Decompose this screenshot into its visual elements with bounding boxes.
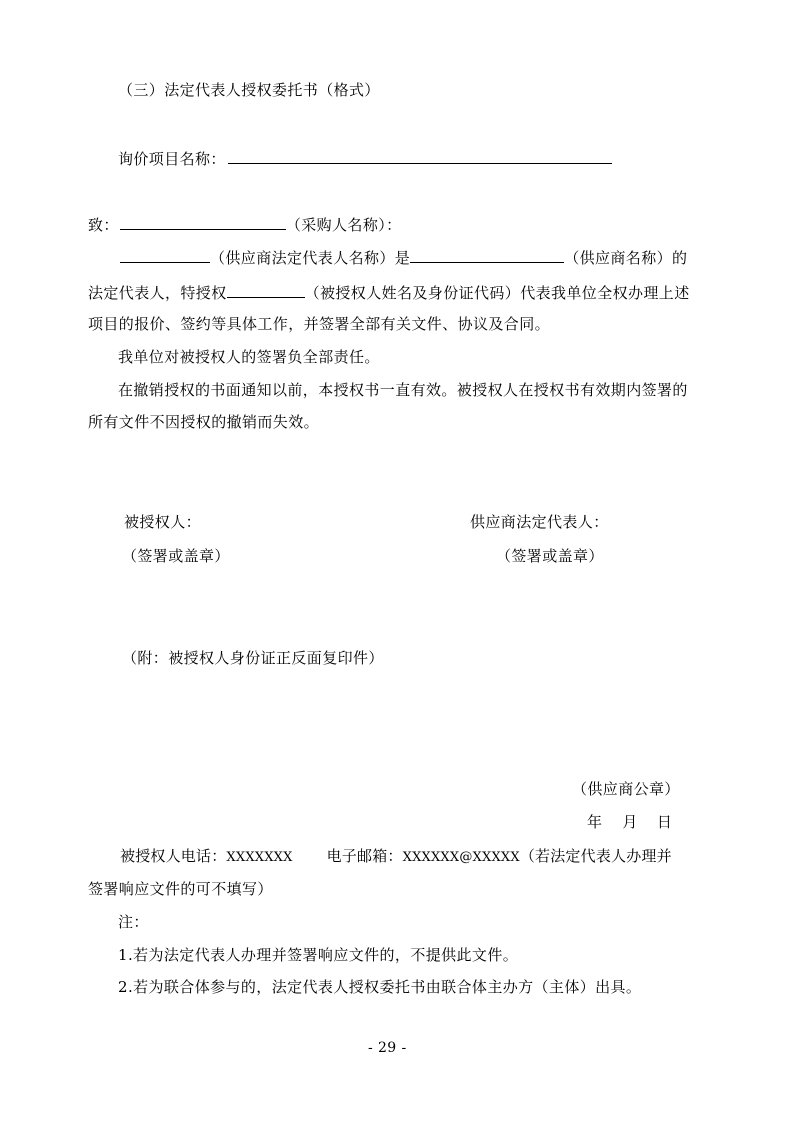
email-value: XXXXXX@XXXXX xyxy=(402,850,520,865)
purchaser-name-field[interactable] xyxy=(120,213,286,230)
para1-a: （供应商法定代表人名称）是 xyxy=(210,249,411,267)
section-title: （三）法定代表人授权委托书（格式） xyxy=(118,81,380,99)
note-2: 2.若为联合体参与的，法定代表人授权委托书由联合体主办方（主体）出具。 xyxy=(118,978,642,996)
para2-b: （被授权人姓名及身份证代码）代表我单位全权办理上述 xyxy=(304,284,690,302)
paragraph-5b: 所有文件不因授权的撤销而失效。 xyxy=(88,413,320,431)
supplier-name-field[interactable] xyxy=(410,246,564,263)
legal-rep-label: 供应商法定代表人： xyxy=(470,513,609,531)
date-year: 年 xyxy=(587,813,603,831)
legal-rep-name-field[interactable] xyxy=(120,246,210,263)
notes-title: 注： xyxy=(118,913,149,931)
email-label: 电子邮箱： xyxy=(326,847,403,865)
authorized-person-field[interactable] xyxy=(227,281,305,298)
paragraph-2 xyxy=(88,281,690,303)
date-month: 月 xyxy=(622,813,638,831)
attachment-note: （附：被授权人身份证正反面复印件） xyxy=(122,649,384,667)
paragraph-5a: 在撤销授权的书面通知以前，本授权书一直有效。被授权人在授权书有效期内签署的 xyxy=(118,381,688,399)
to-label: 致： xyxy=(88,216,119,234)
paragraph-3: 项目的报价、签约等具体工作，并签署全部有关文件、协议及合同。 xyxy=(88,315,551,333)
phone-label: 被授权人电话： xyxy=(120,847,227,865)
authorized-person-label: 被授权人： xyxy=(124,513,202,531)
paragraph-1 xyxy=(120,246,687,268)
date-row xyxy=(587,812,672,832)
paragraph-4: 我单位对被授权人的签署负全部责任。 xyxy=(118,348,380,366)
note-1: 1.若为法定代表人办理并签署响应文件的，不提供此文件。 xyxy=(118,946,519,964)
para1-b: （供应商名称）的 xyxy=(564,249,688,267)
addressee-row xyxy=(88,213,402,235)
project-name-row xyxy=(118,147,612,169)
page-number: - 29 - xyxy=(368,1040,407,1056)
legal-rep-sign: （签署或盖章） xyxy=(496,547,604,565)
date-day: 日 xyxy=(656,813,673,831)
project-name-label: 询价项目名称： xyxy=(118,150,226,168)
phone-value: XXXXXXX xyxy=(226,850,293,865)
to-suffix: （采购人名称）： xyxy=(285,216,402,234)
para2-a: 法定代表人，特授权 xyxy=(88,284,227,302)
supplier-seal: （供应商公章） xyxy=(572,780,680,798)
project-name-field[interactable] xyxy=(228,147,612,164)
contact-row xyxy=(120,846,672,868)
contact-note-continued: 签署响应文件的可不填写） xyxy=(88,880,273,898)
email-note-a: （若法定代表人办理并 xyxy=(519,847,672,865)
authorized-person-sign: （签署或盖章） xyxy=(122,547,230,565)
